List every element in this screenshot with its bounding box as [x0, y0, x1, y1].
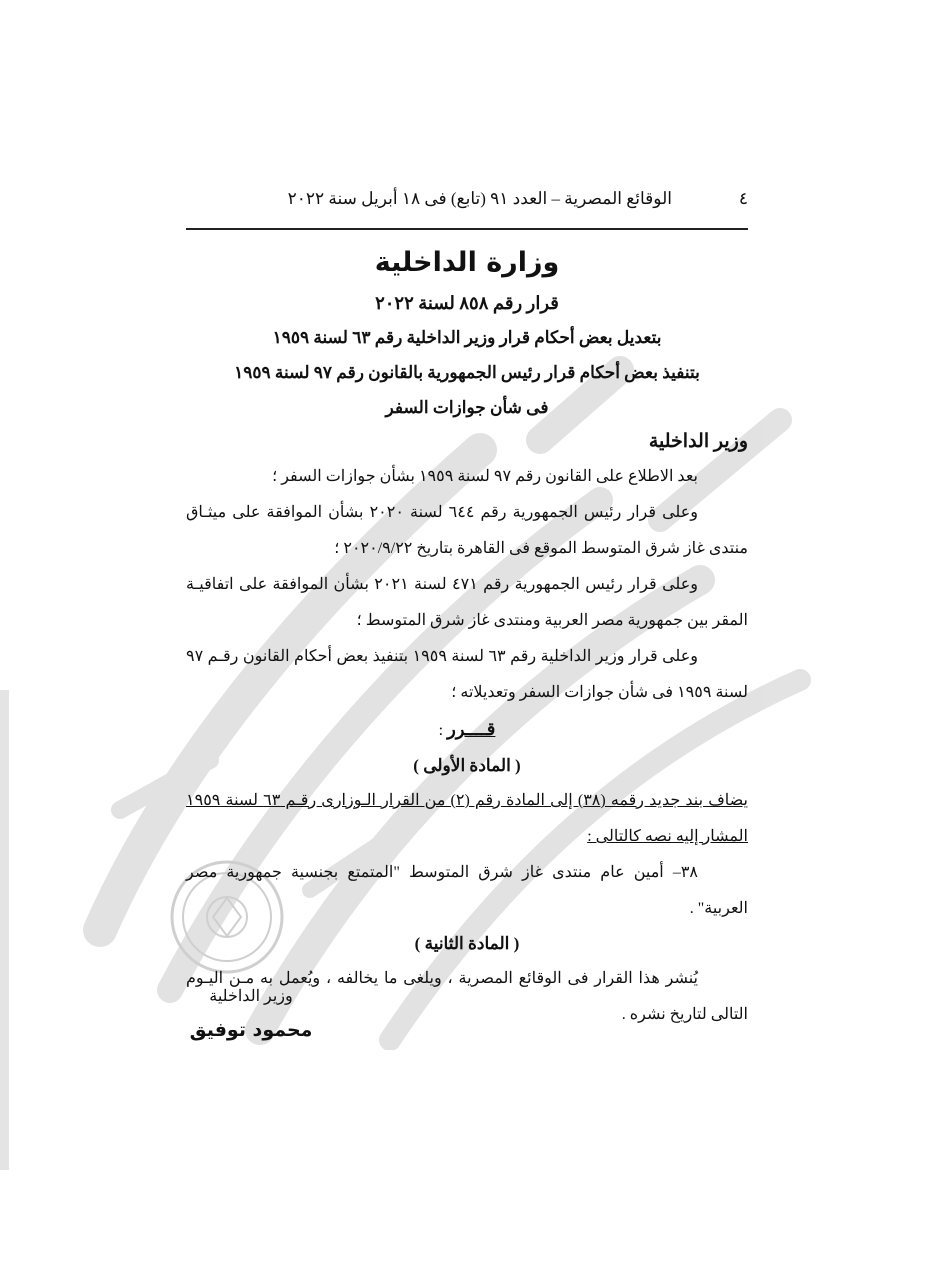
decided-word: قــــرر — [447, 719, 496, 739]
ministry-heading: وزارة الداخلية — [374, 247, 560, 278]
decided-line — [186, 711, 748, 749]
gazette-header — [258, 189, 748, 217]
decree-subject-line-2: بتنفيذ بعض أحكام قرار رئيس الجمهورية بالقانون رقم ٩٧ لسنة ١٩٥٩ — [234, 363, 700, 382]
minister-heading: وزير الداخلية — [648, 431, 748, 452]
preamble-paragraph-2: وعلى قرار رئيس الجمهورية رقم ٦٤٤ لسنة ٢٠٢٠ بشأن الموافقة على ميثـاق منتدى غاز شرق المتوسط الموقع فى القاهرة بتاريخ ٢٠٢٠/٩/٢٢ ؛ — [186, 504, 748, 557]
gazette-issue-title: الوقائع المصرية – العدد ٩١ (تابع) فى ١٨ أبريل سنة ٢٠٢٢ — [287, 189, 672, 208]
article-one-body: يضاف بند جديد رقمه (٣٨) إلى المادة رقم (٢) من القرار الـوزارى رقـم ٦٣ لسنة ١٩٥٩ المشار إليه نصه كالتالى : — [186, 792, 748, 845]
signatory-title: وزير الداخلية — [209, 988, 293, 1005]
decree-content — [186, 240, 748, 1033]
decree-number: قرار رقم ٨٥٨ لسنة ٢٠٢٢ — [375, 293, 559, 313]
decree-subject-line-1: بتعديل بعض أحكام قرار وزير الداخلية رقم ٦٣ لسنة ١٩٥٩ — [272, 328, 662, 347]
preamble-paragraph-4: وعلى قرار وزير الداخلية رقم ٦٣ لسنة ١٩٥٩ بتنفيذ بعض أحكام القانون رقـم ٩٧ لسنة ١٩٥٩ فى شأن جوازات السفر وتعديلاته ؛ — [186, 648, 748, 701]
signatory-name: محمود توفيق — [189, 1019, 313, 1041]
decree-subject-line-3: فى شأن جوازات السفر — [385, 398, 549, 417]
decided-colon: : — [438, 722, 448, 739]
article-two-body: يُنشر هذا القرار فى الوقائع المصرية ، ويلغى ما يخالفه ، ويُعمل به مـن اليـوم التالى لتاريخ نشره . — [186, 970, 748, 1023]
page-number: ٤ — [738, 189, 748, 208]
scan-edge-strip — [0, 690, 9, 1170]
signature-block — [186, 982, 316, 1048]
preamble-paragraph-1: بعد الاطلاع على القانون رقم ٩٧ لسنة ١٩٥٩ بشأن جوازات السفر ؛ — [272, 468, 698, 485]
article-one-item: ٣٨– أمين عام منتدى غاز شرق المتوسط "المتمتع بجنسية جمهورية مصر العربية" . — [186, 864, 748, 917]
header-divider — [186, 228, 748, 230]
preamble-paragraph-3: وعلى قرار رئيس الجمهورية رقم ٤٧١ لسنة ٢٠٢١ بشأن الموافقة على اتفاقيـة المقر بين جمهورية مصر العربية ومنتدى غاز شرق المتوسط ؛ — [186, 576, 748, 629]
article-two-title: ( المادة الثانية ) — [414, 934, 520, 953]
article-one-title: ( المادة الأولى ) — [413, 756, 521, 775]
